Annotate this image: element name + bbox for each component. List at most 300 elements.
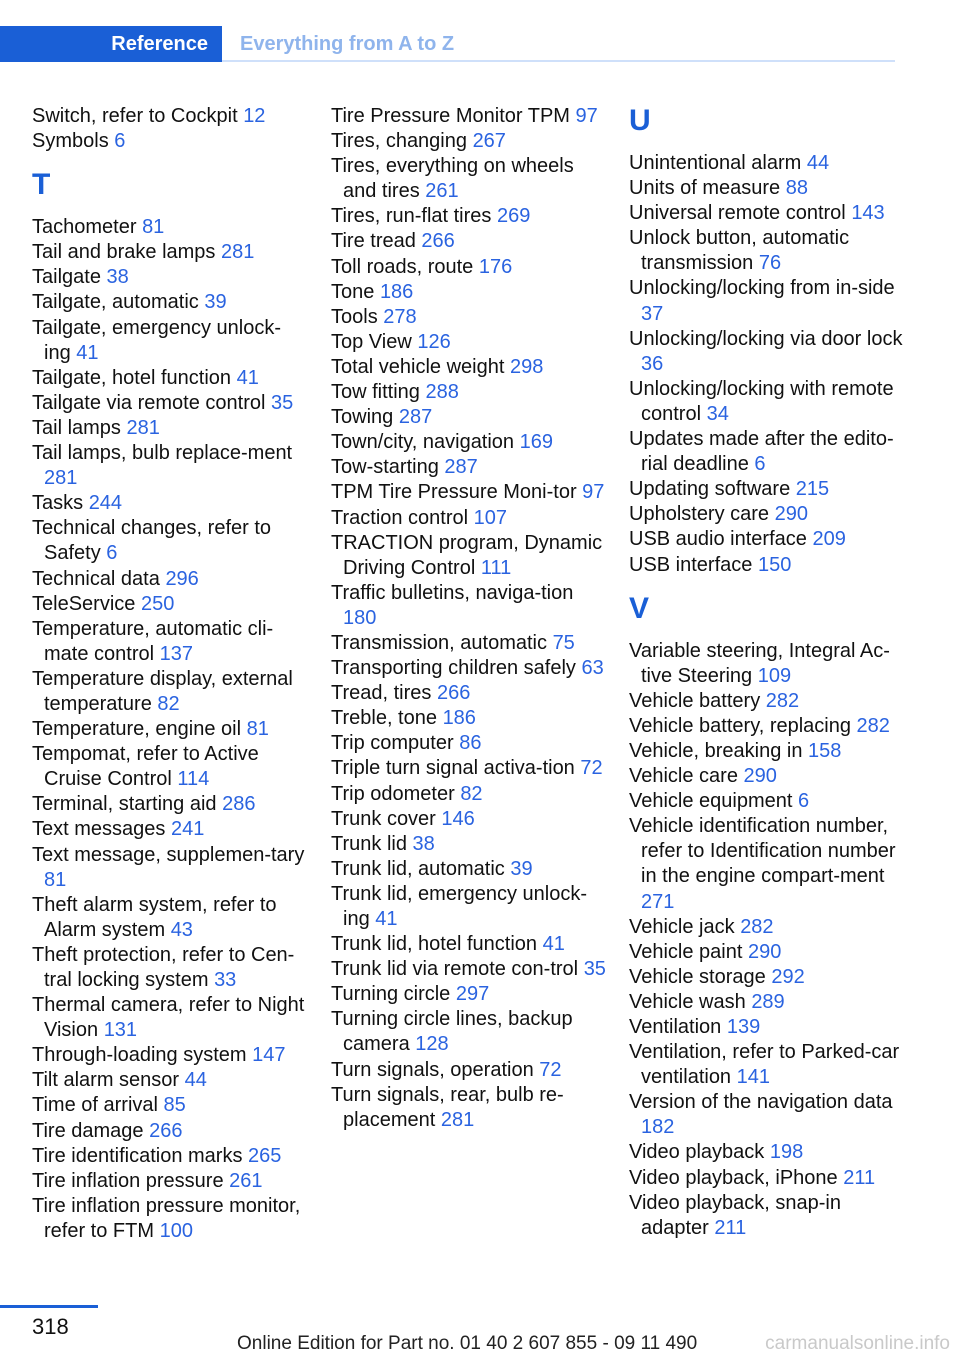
entry-term: Tachometer bbox=[32, 216, 137, 239]
page-link[interactable]: 269 bbox=[496, 205, 531, 228]
entry-term: Tire inflation pressure monitor, refer to FTM bbox=[32, 1194, 301, 1242]
index-entry bbox=[331, 656, 606, 681]
entry-term: Temperature display, external temperature bbox=[32, 667, 293, 715]
entry-term: Tailgate bbox=[32, 266, 101, 289]
page-link[interactable]: 282 bbox=[856, 714, 890, 737]
index-entry bbox=[32, 104, 307, 129]
entry-term: Tailgate, automatic bbox=[32, 291, 199, 314]
index-entry bbox=[331, 756, 606, 781]
index-entry bbox=[629, 1090, 904, 1140]
index-entry bbox=[331, 204, 606, 229]
entry-term: Terminal, starting aid bbox=[32, 793, 217, 816]
entry-term: Symbols bbox=[32, 130, 109, 153]
entry-term: Turn signals, rear, bulb re-placement bbox=[331, 1083, 564, 1131]
page-link[interactable]: 282 bbox=[765, 689, 800, 712]
entry-term: Unlock button, automatic transmission bbox=[629, 227, 850, 275]
section-letter: T bbox=[32, 168, 51, 202]
page-link[interactable]: 139 bbox=[726, 1016, 761, 1038]
page-link[interactable]: 186 bbox=[442, 707, 476, 730]
entry-term: Through-loading system bbox=[32, 1044, 247, 1067]
entry-term: Technical data bbox=[32, 567, 160, 590]
index-entry bbox=[629, 689, 904, 714]
page-link[interactable]: 36 bbox=[641, 352, 664, 375]
entry-term: Tail and brake lamps bbox=[32, 241, 216, 264]
page-link[interactable]: 287 bbox=[398, 406, 433, 429]
page-link[interactable]: 180 bbox=[343, 606, 377, 629]
section-tab[interactable]: Reference bbox=[0, 26, 222, 62]
header-rule bbox=[222, 60, 895, 62]
page-link[interactable]: 82 bbox=[460, 782, 483, 805]
index-entry bbox=[331, 581, 606, 631]
index-entry bbox=[629, 764, 904, 789]
entry-term: Tools bbox=[331, 305, 378, 328]
watermark: carmanualsonline.info bbox=[765, 1333, 950, 1354]
entry-term: Vehicle care bbox=[629, 765, 738, 788]
entry-term: Tire tread bbox=[331, 230, 416, 253]
section-letter: V bbox=[629, 591, 650, 625]
index-entry bbox=[331, 380, 606, 405]
page-link[interactable]: 137 bbox=[159, 642, 193, 665]
page-link[interactable]: 244 bbox=[88, 492, 123, 515]
entry-term: Transmission, automatic bbox=[331, 631, 547, 654]
index-entry bbox=[331, 455, 606, 480]
index-entry bbox=[32, 416, 307, 441]
page-link[interactable]: 41 bbox=[542, 933, 565, 956]
index-entry bbox=[629, 639, 904, 689]
page-link[interactable]: 241 bbox=[170, 818, 205, 841]
entry-term: Ventilation, refer to Parked-car ventilation bbox=[629, 1041, 900, 1089]
page-header bbox=[0, 26, 895, 62]
page-link[interactable]: 267 bbox=[472, 130, 506, 153]
entry-term: Trunk lid, emergency unlock-ing bbox=[331, 882, 588, 930]
page-link[interactable]: 41 bbox=[76, 341, 99, 364]
index-entry bbox=[331, 1083, 606, 1133]
index-entry bbox=[629, 176, 904, 201]
page-link[interactable]: 86 bbox=[459, 732, 482, 755]
entry-term: Tire inflation pressure bbox=[32, 1169, 224, 1192]
index-entry bbox=[629, 739, 904, 764]
index-entry bbox=[331, 982, 606, 1007]
index-entry bbox=[629, 527, 904, 552]
page-link[interactable]: 290 bbox=[743, 765, 777, 788]
page-link[interactable]: 107 bbox=[473, 506, 508, 529]
index-entry bbox=[331, 882, 606, 932]
index-entry bbox=[331, 305, 606, 330]
index-entry bbox=[331, 531, 606, 581]
page-link[interactable]: 209 bbox=[812, 528, 846, 551]
page-link[interactable]: 43 bbox=[170, 918, 193, 941]
page-link[interactable]: 126 bbox=[417, 330, 451, 353]
page-link[interactable]: 81 bbox=[142, 216, 165, 239]
index-entry bbox=[331, 330, 606, 355]
page-link[interactable]: 6 bbox=[114, 130, 126, 153]
index-entry bbox=[629, 427, 904, 477]
entry-term: Video playback, snap-in adapter bbox=[629, 1191, 841, 1239]
index-entry bbox=[629, 1166, 904, 1191]
section-letter: U bbox=[629, 104, 651, 137]
page-link[interactable]: 211 bbox=[714, 1216, 747, 1239]
entry-term: Town/city, navigation bbox=[331, 431, 515, 454]
entry-term: Tempomat, refer to Active Cruise Control bbox=[32, 743, 259, 791]
index-entry bbox=[32, 516, 307, 566]
entry-term: Updating software bbox=[629, 478, 791, 501]
index-entry bbox=[32, 717, 307, 742]
entry-term: Vehicle equipment bbox=[629, 790, 793, 813]
page-link[interactable]: 81 bbox=[44, 868, 67, 891]
index-entry bbox=[629, 502, 904, 527]
index-entry bbox=[331, 807, 606, 832]
page-link[interactable]: 286 bbox=[222, 793, 256, 816]
index-entry bbox=[32, 1043, 307, 1068]
entry-term: Trunk lid, hotel function bbox=[331, 933, 538, 956]
index-entry bbox=[331, 480, 606, 505]
entry-term: Traction control bbox=[331, 506, 469, 529]
page-link[interactable]: 88 bbox=[785, 177, 808, 200]
entry-term: Trunk cover bbox=[331, 807, 436, 830]
entry-term: Version of the navigation data bbox=[629, 1091, 893, 1114]
entry-term: Tow-starting bbox=[331, 456, 439, 479]
page-link[interactable]: 109 bbox=[757, 664, 792, 687]
entry-term: Tire identification marks bbox=[32, 1144, 243, 1167]
index-entry bbox=[331, 631, 606, 656]
page-link[interactable]: 72 bbox=[539, 1058, 562, 1081]
entry-term: Thermal camera, refer to Night Vision bbox=[32, 994, 305, 1042]
index-entry bbox=[32, 667, 307, 717]
index-column-1 bbox=[32, 104, 307, 1244]
entry-term: Trunk lid bbox=[331, 832, 407, 855]
index-entry bbox=[331, 229, 606, 254]
index-entry bbox=[331, 129, 606, 154]
index-entry bbox=[629, 990, 904, 1015]
entry-term: Traffic bulletins, naviga-tion bbox=[331, 581, 574, 604]
index-entry bbox=[32, 1144, 307, 1169]
entry-term: Text message, supplemen-tary bbox=[32, 843, 305, 866]
index-entry bbox=[331, 255, 606, 280]
page-link[interactable]: 281 bbox=[44, 467, 78, 490]
index-entry bbox=[32, 792, 307, 817]
entry-term: USB interface bbox=[629, 553, 753, 576]
page-number: 318 bbox=[32, 1314, 69, 1339]
index-entry bbox=[32, 240, 307, 265]
index-entry bbox=[629, 1015, 904, 1040]
entry-term: Towing bbox=[331, 406, 394, 429]
entry-term: Vehicle storage bbox=[629, 965, 766, 988]
index-entry bbox=[629, 276, 904, 326]
index-entry bbox=[331, 706, 606, 731]
page-link[interactable]: 211 bbox=[843, 1166, 876, 1189]
index-entry bbox=[32, 215, 307, 240]
entry-term: Universal remote control bbox=[629, 202, 846, 225]
index-entry bbox=[32, 843, 307, 893]
entry-term: Units of measure bbox=[629, 177, 781, 200]
page-link[interactable]: 182 bbox=[641, 1116, 675, 1139]
entry-term: Theft alarm system, refer to Alarm system bbox=[32, 893, 277, 941]
index-entry bbox=[32, 1169, 307, 1194]
entry-term: TeleService bbox=[32, 592, 136, 615]
page-link[interactable]: 97 bbox=[575, 105, 598, 127]
entry-term: Trip computer bbox=[331, 732, 454, 755]
entry-term: Turning circle lines, backup camera bbox=[331, 1008, 573, 1056]
index-entry bbox=[331, 857, 606, 882]
index-entry bbox=[32, 265, 307, 290]
index-entry bbox=[32, 290, 307, 315]
index-entry bbox=[331, 1007, 606, 1057]
entry-term: Vehicle wash bbox=[629, 990, 746, 1013]
entry-term: Treble, tone bbox=[331, 707, 437, 730]
index-entry bbox=[331, 430, 606, 455]
entry-term: Video playback bbox=[629, 1141, 765, 1164]
page-link[interactable]: 261 bbox=[425, 180, 459, 203]
page-link[interactable]: 143 bbox=[851, 202, 885, 225]
page-link[interactable]: 39 bbox=[204, 291, 227, 314]
entry-term: Total vehicle weight bbox=[331, 355, 505, 378]
entry-term: Tasks bbox=[32, 492, 84, 515]
page-link[interactable]: 271 bbox=[641, 890, 675, 913]
index-entry bbox=[331, 104, 606, 129]
page-link[interactable]: 128 bbox=[415, 1033, 449, 1056]
entry-term: Tire Pressure Monitor TPM bbox=[331, 105, 570, 127]
index-entry bbox=[629, 1191, 904, 1241]
entry-term: Trunk lid via remote con-trol bbox=[331, 958, 579, 981]
page-link[interactable]: 63 bbox=[581, 657, 604, 680]
entry-term: Top View bbox=[331, 330, 412, 353]
page-link[interactable]: 289 bbox=[751, 990, 785, 1013]
page-link[interactable]: 12 bbox=[243, 105, 266, 127]
page-link[interactable]: 97 bbox=[582, 481, 605, 504]
index-entry bbox=[331, 280, 606, 305]
page-link[interactable]: 278 bbox=[383, 305, 417, 328]
entry-term: Technical changes, refer to Safety bbox=[32, 517, 272, 565]
index-entry bbox=[629, 1140, 904, 1165]
entry-term: Tail lamps, bulb replace-ment bbox=[32, 442, 293, 465]
page-link[interactable]: 39 bbox=[510, 857, 533, 880]
page-link[interactable]: 266 bbox=[436, 682, 471, 705]
entry-term: Variable steering, Integral Ac-tive Steering bbox=[629, 639, 890, 687]
page-link[interactable]: 176 bbox=[478, 255, 513, 278]
index-entry bbox=[331, 681, 606, 706]
index-entry bbox=[331, 832, 606, 857]
entry-term: Trip odometer bbox=[331, 782, 455, 805]
page-link[interactable]: 250 bbox=[140, 592, 175, 615]
index-column-3 bbox=[629, 104, 904, 1241]
entry-term: Vehicle battery, replacing bbox=[629, 714, 851, 737]
entry-term: Switch, refer to Cockpit bbox=[32, 105, 238, 127]
entry-term: Tailgate via remote control bbox=[32, 391, 266, 414]
page-link[interactable]: 44 bbox=[806, 152, 830, 174]
entry-term: Temperature, automatic cli-mate control bbox=[32, 617, 274, 665]
entry-term: Temperature, engine oil bbox=[32, 718, 242, 741]
page-link[interactable]: 290 bbox=[747, 940, 782, 963]
index-entry bbox=[331, 506, 606, 531]
page-link[interactable]: 298 bbox=[510, 355, 544, 378]
page-link[interactable]: 75 bbox=[552, 631, 575, 654]
index-column-2 bbox=[331, 104, 606, 1133]
page-link[interactable]: 297 bbox=[455, 983, 490, 1006]
entry-term: Trunk lid, automatic bbox=[331, 857, 505, 880]
page-link[interactable]: 141 bbox=[736, 1066, 770, 1089]
index-entry bbox=[629, 940, 904, 965]
page-link[interactable]: 147 bbox=[252, 1044, 286, 1067]
page-link[interactable]: 215 bbox=[795, 478, 830, 501]
page-link[interactable]: 72 bbox=[580, 757, 603, 780]
entry-term: Toll roads, route bbox=[331, 255, 474, 278]
index-entry bbox=[629, 965, 904, 990]
index-entry bbox=[32, 592, 307, 617]
entry-term: Transporting children safely bbox=[331, 657, 576, 680]
entry-term: Unlocking/locking with remote control bbox=[629, 377, 894, 425]
index-entry bbox=[32, 742, 307, 792]
page-link[interactable]: 37 bbox=[641, 302, 664, 325]
entry-term: Tires, changing bbox=[331, 130, 467, 153]
page-link[interactable]: 76 bbox=[758, 252, 782, 275]
index-entry bbox=[629, 151, 904, 176]
entry-term: Upholstery care bbox=[629, 503, 770, 526]
entry-term: Vehicle jack bbox=[629, 915, 735, 938]
page-link[interactable]: 44 bbox=[184, 1069, 207, 1092]
index-entry bbox=[32, 491, 307, 516]
page-link[interactable]: 186 bbox=[379, 280, 414, 303]
index-entry bbox=[629, 477, 904, 502]
index-entry bbox=[331, 731, 606, 756]
page-link[interactable]: 266 bbox=[421, 230, 455, 253]
entry-term: Tires, run-flat tires bbox=[331, 205, 492, 228]
page-link[interactable]: 282 bbox=[740, 915, 774, 938]
index-entry bbox=[32, 1093, 307, 1118]
page-link[interactable]: 35 bbox=[271, 391, 294, 414]
index-entry bbox=[32, 441, 307, 491]
page-link[interactable]: 292 bbox=[771, 965, 805, 988]
entry-term: Theft protection, refer to Cen-tral locking system bbox=[32, 943, 295, 991]
page-link[interactable]: 266 bbox=[149, 1119, 183, 1142]
page-link[interactable]: 33 bbox=[214, 969, 237, 991]
entry-term: TPM Tire Pressure Moni-tor bbox=[331, 481, 577, 504]
entry-term: Turn signals, operation bbox=[331, 1058, 534, 1081]
page-link[interactable]: 41 bbox=[375, 908, 398, 930]
entry-term: Unlocking/locking via door lock bbox=[629, 327, 903, 350]
index-entry bbox=[331, 782, 606, 807]
entry-term: Tail lamps bbox=[32, 416, 121, 439]
entry-term: Turning circle bbox=[331, 983, 451, 1006]
index-entry bbox=[32, 366, 307, 391]
footer-rule bbox=[0, 1305, 98, 1308]
entry-term: Vehicle battery bbox=[629, 689, 761, 712]
index-entry bbox=[32, 893, 307, 943]
page-link[interactable]: 41 bbox=[236, 366, 259, 389]
entry-term: Video playback, iPhone bbox=[629, 1166, 838, 1189]
entry-term: Triple turn signal activa-tion bbox=[331, 757, 575, 780]
page-link[interactable]: 146 bbox=[441, 807, 475, 830]
page-link[interactable]: 82 bbox=[157, 692, 180, 715]
entry-term: Tailgate, hotel function bbox=[32, 366, 232, 389]
entry-term: Unintentional alarm bbox=[629, 152, 802, 174]
index-entry bbox=[331, 405, 606, 430]
page-link[interactable]: 81 bbox=[246, 718, 269, 741]
page-link[interactable]: 38 bbox=[106, 266, 129, 289]
page-link[interactable]: 100 bbox=[159, 1219, 193, 1242]
page-link[interactable]: 265 bbox=[248, 1144, 282, 1167]
index-entry bbox=[32, 993, 307, 1043]
entry-term: Time of arrival bbox=[32, 1094, 158, 1117]
index-entry bbox=[629, 226, 904, 276]
page-link[interactable]: 131 bbox=[103, 1019, 138, 1042]
page-link[interactable]: 6 bbox=[754, 453, 766, 476]
index-entry bbox=[331, 1058, 606, 1083]
edition-footer: Online Edition for Part no. 01 40 2 607 855 - 09 11 490 bbox=[237, 1333, 698, 1354]
entry-term: Tailgate, emergency unlock-ing bbox=[32, 316, 282, 364]
index-entry bbox=[331, 932, 606, 957]
page-link[interactable]: 288 bbox=[425, 381, 459, 404]
entry-term: USB audio interface bbox=[629, 528, 807, 551]
page-link[interactable]: 296 bbox=[165, 567, 199, 590]
page-link[interactable]: 38 bbox=[412, 832, 435, 855]
index-entry bbox=[629, 553, 904, 578]
index-entry bbox=[629, 714, 904, 739]
entry-term: Unlocking/locking from in-side bbox=[629, 277, 895, 300]
page-link[interactable]: 150 bbox=[757, 553, 792, 576]
entry-term: Updates made after the edito-rial deadline bbox=[629, 428, 894, 476]
page-link[interactable]: 281 bbox=[221, 241, 255, 264]
page-link[interactable]: 111 bbox=[480, 556, 512, 579]
entry-term: Vehicle identification number, refer to Identification number in the engine compart-ment bbox=[629, 815, 896, 888]
index-entry bbox=[32, 1068, 307, 1093]
entry-term: Tone bbox=[331, 280, 375, 303]
page-link[interactable]: 290 bbox=[774, 503, 808, 526]
index-entry bbox=[32, 817, 307, 842]
entry-term: Ventilation bbox=[629, 1016, 722, 1038]
index-entry bbox=[629, 201, 904, 226]
index-entry bbox=[629, 377, 904, 427]
index-entry bbox=[629, 1040, 904, 1090]
index-entry bbox=[32, 391, 307, 416]
index-entry bbox=[331, 154, 606, 204]
index-entry bbox=[32, 567, 307, 592]
entry-term: Tires, everything on wheels and tires bbox=[331, 155, 574, 203]
page-link[interactable]: 34 bbox=[706, 402, 729, 425]
page-link[interactable]: 169 bbox=[519, 431, 553, 454]
subsection-tab[interactable]: Everything from A to Z bbox=[240, 33, 455, 55]
page-link[interactable]: 261 bbox=[229, 1169, 263, 1192]
page-link[interactable]: 6 bbox=[798, 790, 810, 813]
index-entry bbox=[331, 355, 606, 380]
entry-term: Tire damage bbox=[32, 1119, 144, 1142]
page-link[interactable]: 85 bbox=[163, 1094, 186, 1117]
index-entry bbox=[32, 316, 307, 366]
page-link[interactable]: 287 bbox=[444, 456, 478, 479]
entry-term: Tilt alarm sensor bbox=[32, 1069, 180, 1092]
page-link[interactable]: 114 bbox=[177, 768, 210, 791]
index-entry bbox=[32, 1194, 307, 1244]
entry-term: Vehicle, breaking in bbox=[629, 739, 803, 762]
index-entry bbox=[629, 814, 904, 914]
index-entry bbox=[629, 789, 904, 814]
page-link[interactable]: 158 bbox=[808, 739, 842, 762]
page-link[interactable]: 281 bbox=[440, 1108, 475, 1131]
page-link[interactable]: 35 bbox=[583, 958, 606, 981]
index-entry bbox=[629, 327, 904, 377]
index-entry bbox=[32, 617, 307, 667]
index-entry bbox=[331, 957, 606, 982]
index-entry bbox=[629, 915, 904, 940]
page-link[interactable]: 6 bbox=[106, 542, 118, 565]
entry-term: Vehicle paint bbox=[629, 940, 743, 963]
entry-term: Tread, tires bbox=[331, 682, 432, 705]
entry-term: Text messages bbox=[32, 818, 166, 841]
entry-term: TRACTION program, Dynamic Driving Control bbox=[331, 531, 603, 579]
page-link[interactable]: 281 bbox=[126, 416, 160, 439]
index-entry bbox=[32, 129, 307, 154]
index-entry bbox=[32, 943, 307, 993]
page-link[interactable]: 198 bbox=[769, 1141, 804, 1164]
